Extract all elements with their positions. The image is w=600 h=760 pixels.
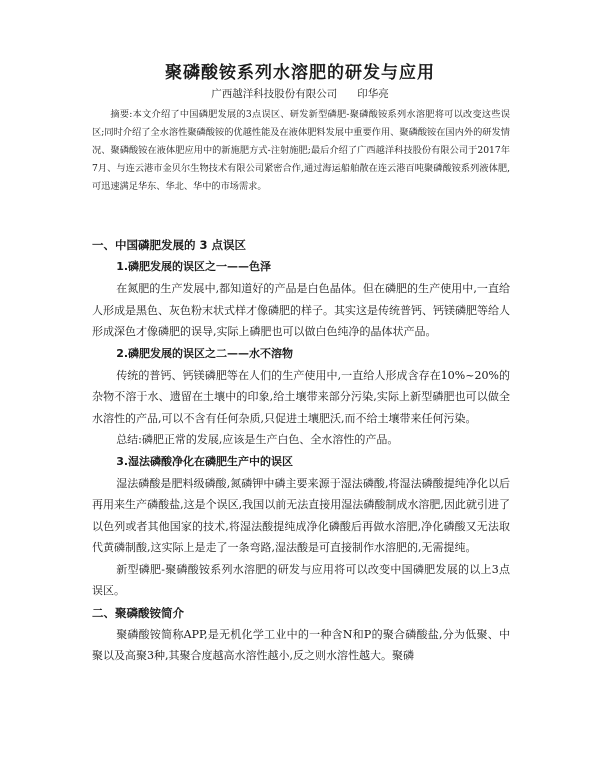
author: 印华亮 <box>357 88 389 100</box>
paragraph: 聚磷酸铵简称APP,是无机化学工业中的一种含N和P的聚合磷酸盐,分为低聚、中聚以及高聚3种,其聚合度越高水溶性越小,反之则水溶性越大。聚磷 <box>92 627 510 662</box>
document-body <box>92 234 510 667</box>
subsection-heading-1-2: 2.磷肥发展的误区之二——水不溶物 <box>116 346 294 360</box>
section-heading-1: 一、中国磷肥发展的 3 点误区 <box>92 238 247 252</box>
summary-paragraph: 总结:磷肥正常的发展,应该是生产白色、全水溶性的产品。 <box>116 433 399 446</box>
subsection-heading-1-3: 3.湿法磷酸净化在磷肥生产中的误区 <box>116 454 294 468</box>
paragraph: 在氮肥的生产发展中,都知道好的产品是白色晶体。但在磷肥的生产使用中,一直给人形成是黑色、灰色粉末状式样才像磷肥的样子。其实这是传统普钙、钙镁磷肥等给人形成深色才像磷肥的误导,实际上磷肥也可以做白色纯净的晶体状产品。 <box>92 282 510 338</box>
paragraph: 新型磷肥-聚磷酸铵系列水溶肥的研发与应用将可以改变中国磷肥发展的以上3点误区。 <box>92 562 510 597</box>
affiliation: 广西越洋科技股份有限公司 <box>211 88 338 100</box>
section-heading-2: 二、聚磷酸铵简介 <box>92 605 184 620</box>
document-title: 聚磷酸铵系列水溶肥的研发与应用 <box>165 63 435 83</box>
abstract: 摘要:本文介绍了中国磷肥发展的3点误区、研发新型磷肥-聚磷酸铵系列水溶肥将可以改变这些误区;同时介绍了全水溶性聚磷酸铵的优越性能及在液体肥料发展中重要作用、聚磷酸铵在国内外的研发情况、聚磷酸铵在液体肥应用中的新施肥方式-注射施肥;最后介绍了广西越洋科技股份有限公司于2017年7月、与连云港市金贝尔生物技术有限公司紧密合作,通过海运船舶散在连云港百吨聚磷酸铵系列液体肥,可迅速满足华东、华北、华中的市场需求。 <box>92 109 510 192</box>
subsection-heading-1-1: 1.磷肥发展的误区之一——色泽 <box>116 260 272 273</box>
byline <box>0 86 600 101</box>
paragraph: 传统的普钙、钙镁磷肥等在人们的生产使用中,一直给人形成含存在10%~20%的杂物不溶于水、遗留在土壤中的印象,给土壤带来部分污染,实际上新型磷肥也可以做全水溶性的产品,可以不含有任何杂质,只促进土壤肥沃,而不给土壤带来任何污染。 <box>92 368 510 425</box>
paragraph: 湿法磷酸是肥料级磷酸,氮磷钾中磷主要来源于湿法磷酸,将湿法磷酸提纯净化以后再用来生产磷酸盐,这是个误区,我国以前无法直接用湿法磷酸制成水溶肥,因此就引进了以色列或者其他国家的技术,将湿法酸提纯成净化磷酸后再做水溶肥,净化磷酸又无法取代黄磷制酸,这实际上是走了一条弯路,湿法酸是可直接制作水溶肥的,无需提纯。 <box>92 476 510 554</box>
